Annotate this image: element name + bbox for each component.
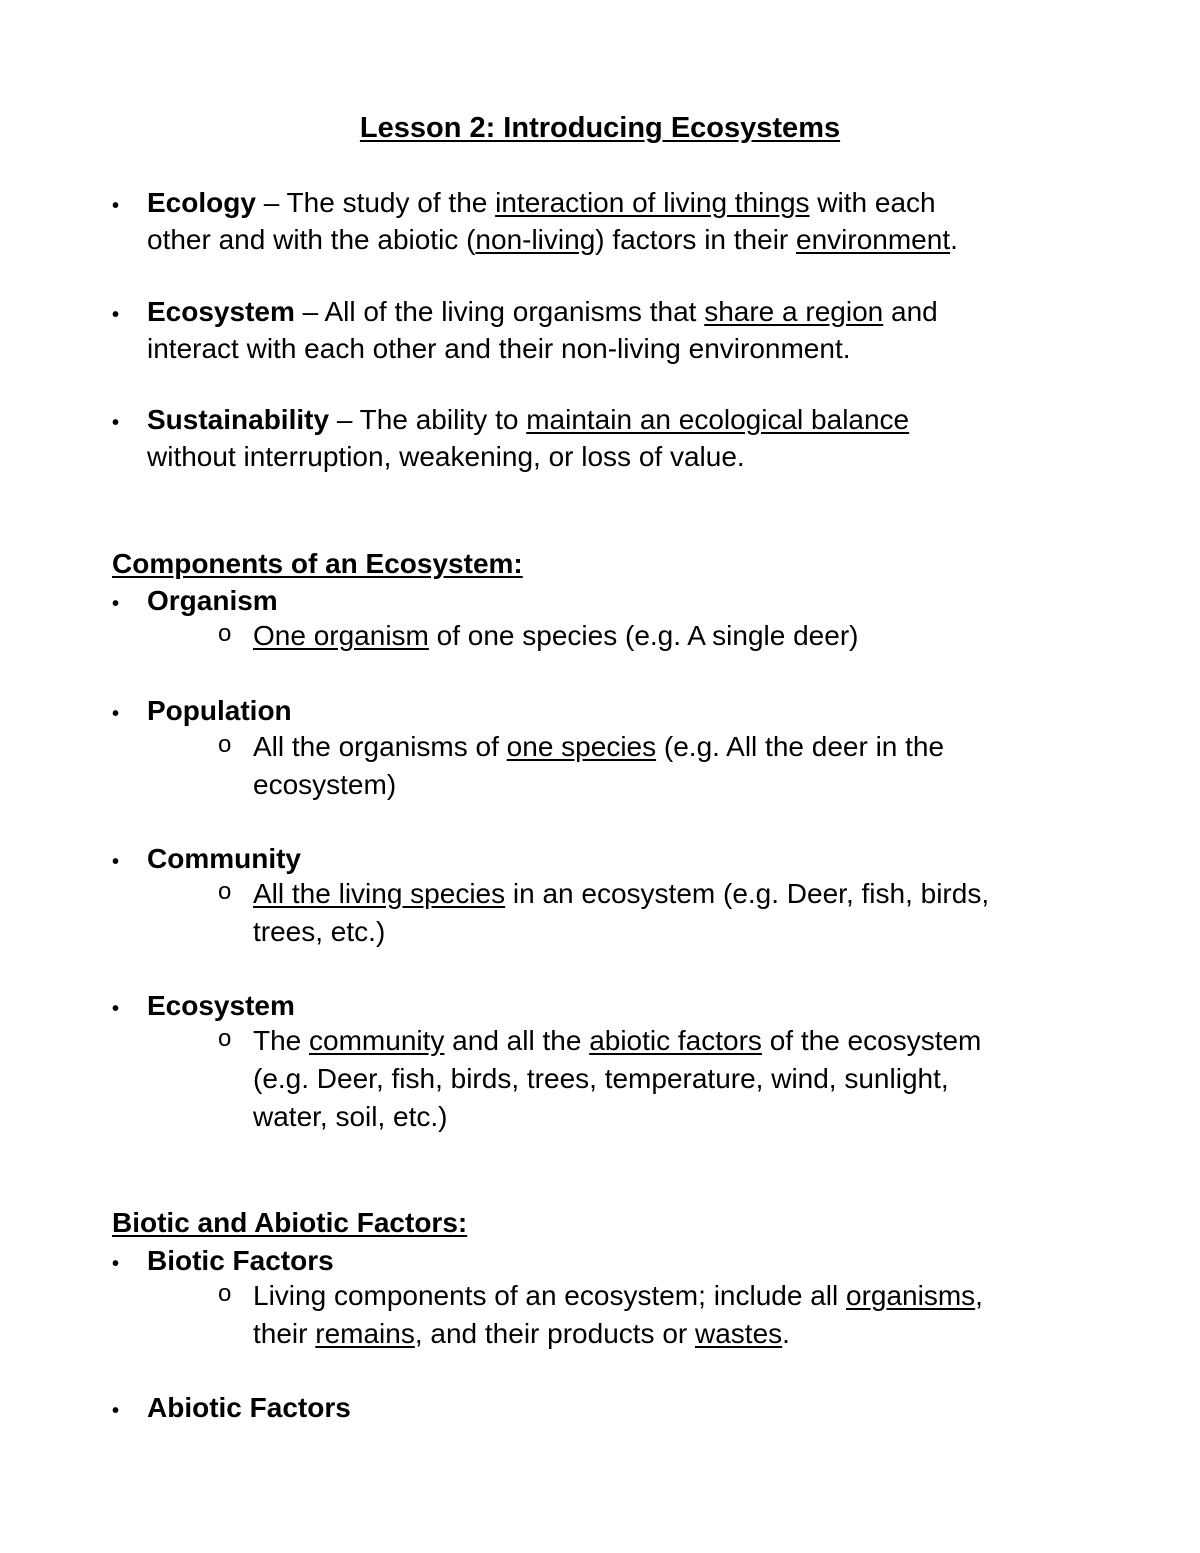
sub-bullet-icon: o bbox=[218, 878, 232, 905]
sub-bullet-icon: o bbox=[218, 1280, 232, 1307]
page-title: Lesson 2: Introducing Ecosystems bbox=[359, 112, 841, 144]
component-organism-desc: One organism of one species (e.g. A single deer) bbox=[253, 620, 859, 651]
bullet-icon: • bbox=[112, 1253, 120, 1275]
component-ecosystem-label: Ecosystem bbox=[147, 990, 295, 1021]
component-community-desc: All the living species in an ecosystem (e.g. Deer, fish, birds, trees, etc.) bbox=[253, 878, 990, 947]
sub-bullet-icon: o bbox=[218, 620, 232, 647]
component-population-desc: All the organisms of one species (e.g. All the deer in the ecosystem) bbox=[253, 731, 945, 800]
definition-ecology: Ecology – The study of the interaction of living things with each other and with the abiotic (non-living) factors in their environment. bbox=[147, 187, 958, 255]
bullet-icon: • bbox=[112, 593, 120, 615]
factor-biotic-label: Biotic Factors bbox=[147, 1245, 334, 1276]
term: Sustainability bbox=[147, 404, 330, 435]
bullet-icon: • bbox=[112, 1400, 120, 1422]
term: Ecology bbox=[147, 187, 256, 218]
definition-ecosystem: Ecosystem – All of the living organisms that share a region and interact with each other and their non-living environment. bbox=[147, 296, 938, 364]
bullet-icon: • bbox=[112, 998, 120, 1020]
factor-biotic-desc: Living components of an ecosystem; include all organisms, their remains, and their products or wastes. bbox=[253, 1280, 983, 1349]
component-organism-label: Organism bbox=[147, 585, 278, 616]
component-community-label: Community bbox=[147, 843, 301, 874]
bullet-icon: • bbox=[112, 851, 120, 873]
bullet-icon: • bbox=[112, 412, 120, 434]
section-heading-factors: Biotic and Abiotic Factors: bbox=[112, 1207, 468, 1238]
sub-bullet-icon: o bbox=[218, 1025, 232, 1052]
component-ecosystem-desc: The community and all the abiotic factors of the ecosystem (e.g. Deer, fish, birds, trees, temperature, wind, sunlight, water, soil, etc.) bbox=[253, 1025, 982, 1132]
factor-abiotic-label: Abiotic Factors bbox=[147, 1392, 351, 1423]
component-population-label: Population bbox=[147, 695, 292, 726]
section-heading-components: Components of an Ecosystem: bbox=[112, 548, 523, 579]
bullet-icon: • bbox=[112, 195, 120, 217]
bullet-icon: • bbox=[112, 703, 120, 725]
sub-bullet-icon: o bbox=[218, 731, 232, 758]
term: Ecosystem bbox=[147, 296, 295, 327]
definition-sustainability: Sustainability – The ability to maintain an ecological balance without interruption, weakening, or loss of value. bbox=[147, 404, 910, 472]
bullet-icon: • bbox=[112, 304, 120, 326]
